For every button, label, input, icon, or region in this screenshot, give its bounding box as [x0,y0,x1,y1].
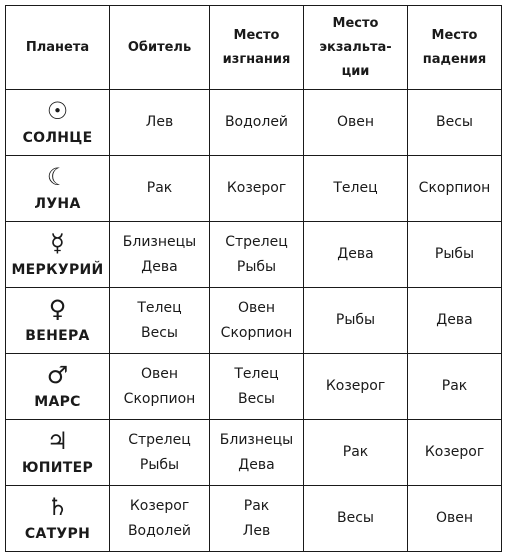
jupiter-icon: ♃ [46,426,69,455]
sign-label: Водолей [224,114,289,130]
planet-name: МАРС [34,393,81,410]
sign-label: Скорпион [123,390,196,407]
sign-label: Рыбы [139,456,180,473]
planet-cell [6,354,110,420]
planet-name: ЛУНА [34,195,81,212]
exile-cell [210,288,304,354]
sign-label: Овен [435,510,474,526]
planet-cell [6,90,110,156]
table-row [6,90,502,156]
domicile-cell [110,486,210,552]
exaltation-cell [304,90,408,156]
exaltation-cell [304,420,408,486]
sign-label: Козерог [325,378,386,394]
header-exaltation: Место экзальта- ции [304,6,408,90]
sign-label: Весы [141,324,178,341]
header-fall: Место падения [408,6,502,90]
sign-label: Рыбы [434,246,475,262]
domicile-cell [110,354,210,420]
table-row [6,420,502,486]
sign-label: Дева [337,246,374,262]
moon-icon: ☾ [46,162,69,191]
planet-name: ЮПИТЕР [21,459,94,476]
exaltation-cell [304,486,408,552]
sign-label: Стрелец [225,233,288,250]
exile-cell [210,156,304,222]
fall-cell [408,486,502,552]
domicile-cell [110,90,210,156]
sign-label: Весы [337,510,374,526]
table-row [6,222,502,288]
sign-label: Рак [441,378,468,394]
sign-label: Скорпион [220,324,293,341]
sign-label: Весы [436,114,473,130]
fall-cell [408,354,502,420]
sign-label: Весы [238,390,275,407]
header-domicile: Обитель [110,6,210,90]
sign-label: Овен [237,299,276,316]
table-row [6,288,502,354]
sign-label: Козерог [226,180,287,196]
exaltation-cell [304,156,408,222]
sign-label: Близнецы [122,233,197,250]
fall-cell [408,288,502,354]
sign-label: Водолей [127,522,192,539]
sign-label: Рак [146,180,173,196]
table-row [6,486,502,552]
table-row [6,354,502,420]
sign-label: Телец [137,299,182,316]
exile-cell [210,486,304,552]
sign-label: Лев [242,522,271,539]
exaltation-cell [304,354,408,420]
sign-label: Овен [336,114,375,130]
exaltation-cell [304,222,408,288]
header-exile: Место изгнания [210,6,304,90]
planet-cell [6,288,110,354]
planet-name: СОЛНЦЕ [22,129,93,146]
sun-icon: ☉ [46,96,69,125]
mars-icon: ♂ [46,360,69,389]
sign-label: Дева [436,312,473,328]
mercury-icon: ☿ [50,228,65,257]
planet-dignities-table [5,5,502,552]
fall-cell [408,420,502,486]
fall-cell [408,90,502,156]
sign-label: Телец [333,180,378,196]
domicile-cell [110,222,210,288]
sign-label: Близнецы [219,431,294,448]
sign-label: Дева [238,456,275,473]
sign-label: Рак [342,444,369,460]
exile-cell [210,354,304,420]
fall-cell [408,156,502,222]
sign-label: Дева [141,258,178,275]
planet-cell [6,156,110,222]
sign-label: Овен [140,365,179,382]
exaltation-cell [304,288,408,354]
table-row [6,156,502,222]
sign-label: Рыбы [335,312,376,328]
planet-cell [6,222,110,288]
saturn-icon: ♄ [46,492,69,521]
sign-label: Рак [243,497,270,514]
fall-cell [408,222,502,288]
sign-label: Телец [234,365,279,382]
sign-label: Скорпион [418,180,491,196]
header-planet: Планета [6,6,110,90]
domicile-cell [110,420,210,486]
sign-label: Рыбы [236,258,277,275]
planet-name: ВЕНЕРА [25,327,90,344]
header-row [6,6,502,90]
sign-label: Лев [145,114,174,130]
planet-cell [6,486,110,552]
planet-name: МЕРКУРИЙ [11,261,104,278]
exile-cell [210,222,304,288]
exile-cell [210,90,304,156]
planet-cell [6,420,110,486]
exile-cell [210,420,304,486]
domicile-cell [110,288,210,354]
planet-name: САТУРН [24,525,91,542]
sign-label: Козерог [129,497,190,514]
venus-icon: ♀ [48,294,67,323]
sign-label: Стрелец [128,431,191,448]
sign-label: Козерог [424,444,485,460]
domicile-cell [110,156,210,222]
